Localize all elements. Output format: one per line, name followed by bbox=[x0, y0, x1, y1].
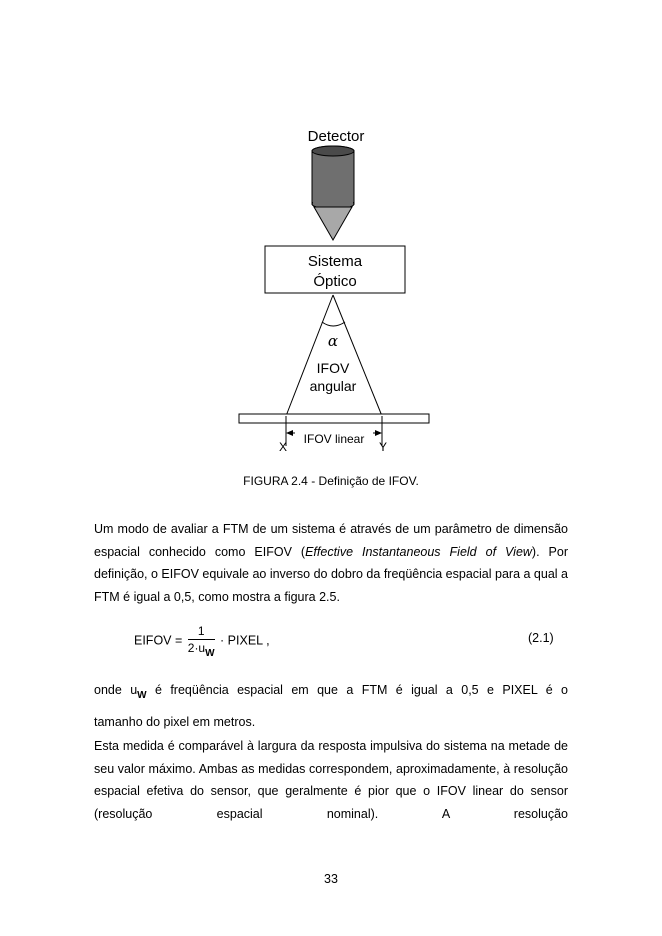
paragraph-uw-part1: onde u bbox=[94, 683, 138, 697]
paragraph-eifov bbox=[94, 518, 568, 608]
ifov-right-ray bbox=[333, 295, 382, 416]
ground-strip bbox=[239, 414, 429, 423]
equation-rhs: · PIXEL , bbox=[220, 633, 270, 648]
system-label-line1: Sistema bbox=[307, 253, 363, 270]
equation-denominator: 2·u bbox=[187, 641, 206, 655]
page-number: 33 bbox=[324, 872, 338, 886]
detector-label: Detector bbox=[307, 128, 365, 145]
paragraph-uw-sub: W bbox=[137, 690, 147, 701]
figure-caption: FIGURA 2.4 - Definição de IFOV. bbox=[243, 474, 419, 488]
paragraph-eifov-end: ). Por definição, o EIFOV equivale ao inverso do dobro da freqüência espacial para a qual a FTM é igual a 0,5, como mostra a figura 2.5. bbox=[94, 544, 569, 604]
ifov-left-ray bbox=[286, 295, 333, 416]
ifov-linear-label: IFOV linear bbox=[303, 432, 365, 446]
paragraph-uw bbox=[94, 675, 568, 737]
paragraph-eifov-text: Um modo de avaliar a FTM de um sistema é através de um parâmetro de dimensão espacial conhecido como EIFOV ( bbox=[94, 522, 568, 559]
system-label-line2: Óptico bbox=[313, 273, 357, 290]
equation-denominator-sub: W bbox=[205, 648, 215, 659]
ifov-angular-line1: IFOV bbox=[316, 360, 350, 376]
x-label: X bbox=[278, 440, 288, 454]
ifov-angular-line2: angular bbox=[309, 378, 357, 394]
equation-fraction bbox=[188, 624, 215, 658]
y-label: Y bbox=[378, 440, 388, 454]
paragraph-uw-part2: é freqüência espacial em que a FTM é igual a 0,5 e PIXEL é o bbox=[146, 683, 569, 697]
paragraph-uw-line2: tamanho do pixel em metros. bbox=[94, 715, 256, 729]
paragraph-eifov-italic: Effective Instantaneous Field of View bbox=[305, 544, 532, 559]
alpha-arc bbox=[322, 322, 345, 326]
detector-icon bbox=[312, 146, 354, 240]
equation-numerator: 1 bbox=[188, 624, 215, 640]
paragraph-measure: Esta medida é comparável à largura da resposta impulsiva do sistema na metade de seu valor máximo. Ambas as medidas correspondem, aproximadamente, à resolução espacial efetiva do sensor, que geralmente é pior que o IFOV linear do sensor (resolução espacial nominal). A resolução bbox=[94, 739, 568, 821]
equation-2-1 bbox=[134, 624, 270, 658]
equation-lhs: EIFOV = bbox=[134, 633, 183, 648]
alpha-label: α bbox=[327, 332, 339, 350]
equation-number: (2.1) bbox=[528, 631, 554, 645]
